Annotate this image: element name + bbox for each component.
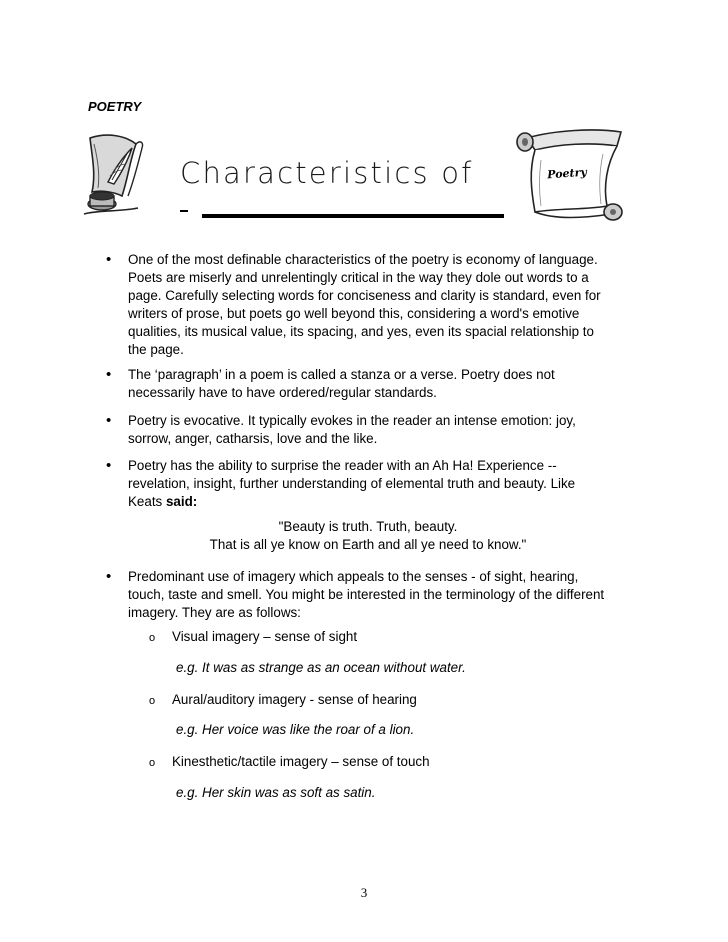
text-line	[128, 493, 658, 511]
text-line: sorrow, anger, catharsis, love and the like.	[128, 431, 378, 446]
text-line: writers of prose, but poets go well beyond this, considering a word's emotive	[128, 306, 580, 321]
imagery-type-auditory: Aural/auditory imagery - sense of hearing	[172, 692, 417, 707]
bold-text: said:	[165, 494, 198, 509]
imagery-type-tactile: Kinesthetic/tactile imagery – sense of touch	[172, 754, 430, 769]
bullet-paragraph-stanza	[128, 366, 658, 402]
title-dash	[180, 210, 188, 212]
text-line: One of the most definable characteristics of the poetry is economy of language.	[128, 252, 598, 267]
bullet-icon: •	[106, 366, 112, 383]
bullet-icon: •	[106, 457, 112, 474]
page-title: Characteristics of	[180, 156, 474, 190]
text-fragment: Keats	[128, 494, 166, 509]
bullet-icon: •	[106, 568, 112, 585]
text-line: Poetry has the ability to surprise the reader with an Ah Ha! Experience --	[128, 458, 557, 473]
text-line: imagery. They are as follows:	[128, 605, 301, 620]
bullet-paragraph-evocative	[128, 412, 658, 448]
keats-quote	[128, 518, 608, 554]
text-line: Poets are miserly and unrelentingly critical in the way they dole out words to a	[128, 270, 589, 285]
text-line: touch, taste and smell. You might be interested in the terminology of the different	[128, 587, 605, 602]
text-line: necessarily have to have ordered/regular standards.	[128, 385, 437, 400]
imagery-example-tactile: e.g. Her skin was as soft as satin.	[176, 785, 376, 800]
bullet-paragraph-imagery	[128, 568, 658, 622]
text-line: qualities, its musical value, its spacing, and yes, even its spacial relationship to	[128, 324, 594, 339]
quote-line: That is all ye know on Earth and all ye need to know."	[209, 537, 527, 552]
text-line: Predominant use of imagery which appeals to the senses - of sight, hearing,	[128, 569, 579, 584]
sub-bullet-icon: o	[149, 695, 156, 707]
text-line: the page.	[128, 342, 184, 357]
scroll-label: Poetry	[546, 165, 588, 182]
imagery-example-visual: e.g. It was as strange as an ocean without water.	[176, 660, 466, 675]
imagery-example-auditory: e.g. Her voice was like the roar of a lion.	[176, 722, 415, 737]
text-line: The ‘paragraph’ in a poem is called a stanza or a verse. Poetry does not	[128, 367, 555, 382]
bullet-icon: •	[106, 251, 112, 268]
section-label: POETRY	[88, 99, 142, 114]
imagery-type-visual: Visual imagery – sense of sight	[172, 629, 358, 644]
sub-bullet-icon: o	[149, 757, 156, 769]
sub-bullet-icon: o	[149, 632, 156, 644]
bullet-paragraph-economy	[128, 251, 658, 359]
title-underline	[202, 214, 504, 218]
text-line: Poetry is evocative. It typically evokes in the reader an intense emotion: joy,	[128, 413, 576, 428]
page-number: 3	[360, 885, 368, 900]
bullet-icon: •	[106, 412, 112, 429]
quill-and-ink-icon	[78, 130, 160, 222]
text-line: page. Carefully selecting words for conciseness and clarity is standard, even for	[128, 288, 601, 303]
bullet-paragraph-surprise	[128, 457, 658, 511]
quote-line: "Beauty is truth. Truth, beauty.	[278, 519, 458, 534]
text-line: revelation, insight, further understanding of elemental truth and beauty. Like	[128, 476, 576, 491]
